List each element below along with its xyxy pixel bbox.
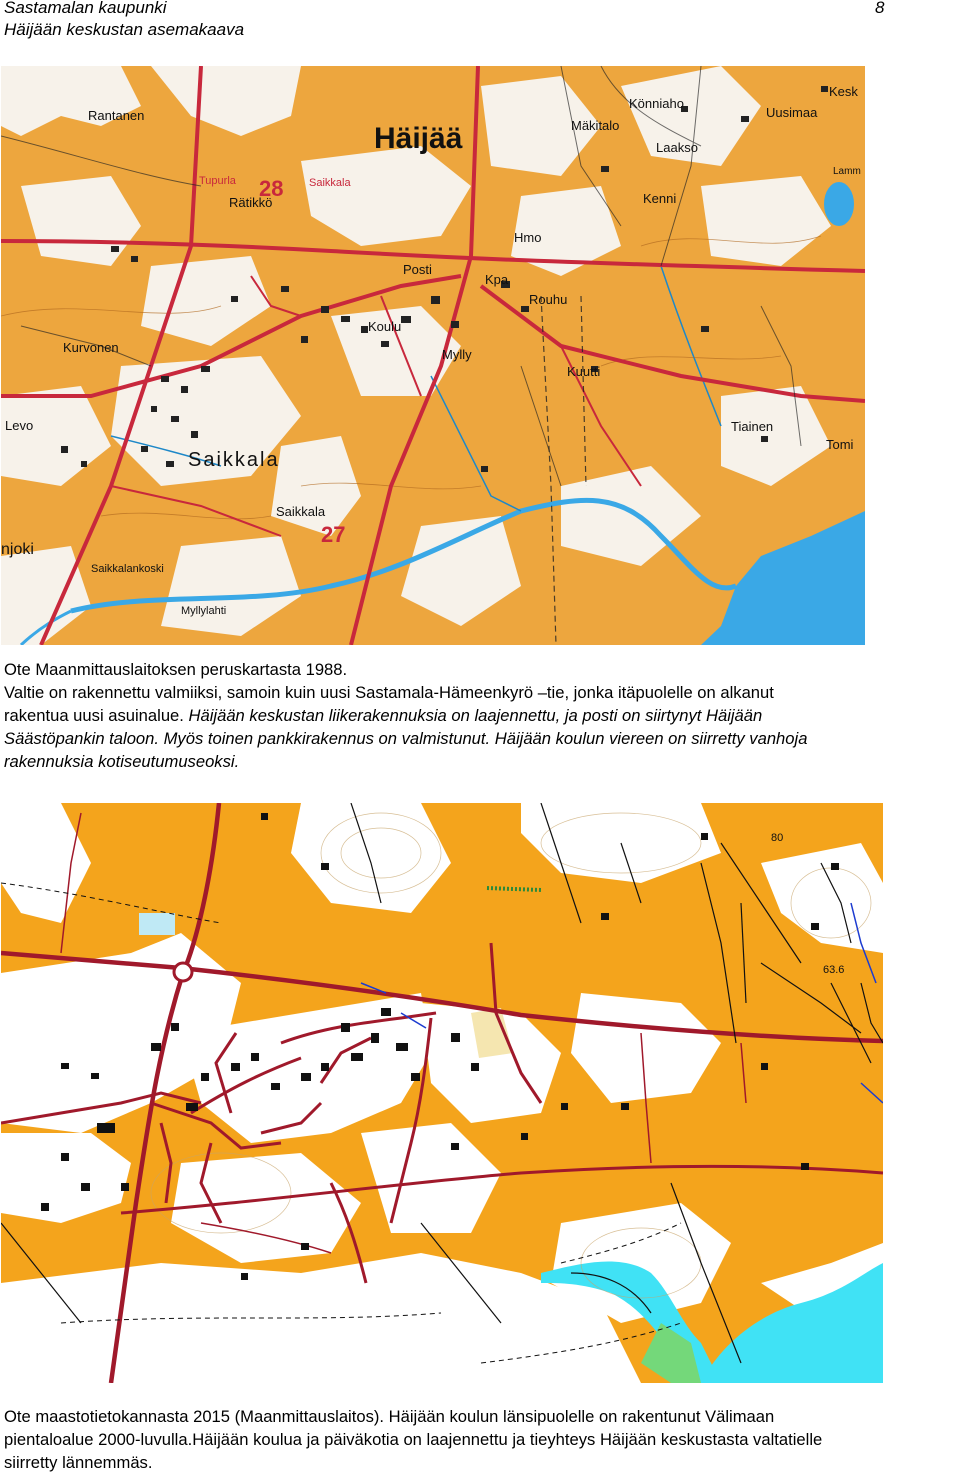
- label-saikkala-village: Saikkala: [188, 449, 280, 471]
- caption2-line2: pientaloalue 2000-luvulla.Häijään koulua ja päiväkotia on laajennettu ja tieyhteys Häijään keskustasta valtatielle: [4, 1430, 823, 1449]
- label-konniaho: Könniaho: [629, 96, 684, 111]
- label-kurvonen: Kurvonen: [63, 340, 119, 355]
- label-rouhu: Rouhu: [529, 292, 568, 307]
- caption1-line3a: rakentua uusi asuinalue.: [4, 706, 189, 725]
- label-saikkala-south: Saikkala: [276, 504, 326, 519]
- label-kuutti: Kuutti: [567, 364, 601, 379]
- label-kpa: Kpa: [485, 272, 509, 287]
- caption-topomap: [4, 1405, 954, 1474]
- map2-elevation-80: 80: [771, 832, 784, 844]
- label-njoki: njoki: [1, 541, 34, 558]
- caption2-line1: Ote maastotietokannasta 2015 (Maanmittauslaitos). Häijään koulun länsipuolelle on rakentunut Välimaan: [4, 1407, 775, 1426]
- label-posti: Posti: [403, 262, 432, 277]
- label-haijaa: Häijää: [374, 122, 463, 155]
- label-makitalo: Mäkitalo: [571, 118, 620, 133]
- label-ratikko: Rätikkö: [229, 195, 273, 210]
- label-hmo: Hmo: [514, 230, 542, 245]
- label-tiainen: Tiainen: [731, 419, 774, 434]
- caption1-line3: [4, 704, 954, 727]
- caption1-line2: Valtie on rakennettu valmiiksi, samoin kuin uusi Sastamala-Hämeenkyrö –tie, jonka itäpuolelle on alkanut: [4, 683, 774, 702]
- map2-elevation-63-6: 63.6: [823, 964, 845, 976]
- caption1-line4: Säästöpankin taloon. Myös toinen pankkirakennus on valmistunut. Häijään koulun viereen on siirretty vanhoja: [4, 729, 808, 748]
- label-28: 28: [259, 176, 284, 201]
- caption-basemap: [4, 658, 954, 773]
- label-tomi: Tomi: [826, 437, 854, 452]
- label-saikkala-north: Saikkala: [309, 177, 351, 189]
- caption1-line1: Ote Maanmittauslaitoksen peruskartasta 1988.: [4, 660, 348, 679]
- label-laakso: Laakso: [656, 140, 698, 155]
- label-saikkalankoski: Saikkalankoski: [91, 563, 164, 575]
- caption2-line3: siirretty lännemmäs.: [4, 1453, 153, 1472]
- label-rantanen: Rantanen: [88, 108, 145, 123]
- caption1-line3b: Häijään keskustan liikerakennuksia on laajennettu, ja posti on siirtynyt Häijään: [188, 706, 763, 725]
- label-27: 27: [321, 522, 346, 547]
- label-levo: Levo: [5, 418, 34, 433]
- label-lamm: Lamm: [833, 166, 861, 177]
- label-kenni: Kenni: [643, 191, 677, 206]
- page-number: 8: [875, 0, 885, 17]
- label-kesk: Kesk: [829, 84, 858, 99]
- topomap-2015: [1, 803, 883, 1383]
- caption1-line5: rakennuksia kotiseutumuseoksi.: [4, 752, 240, 771]
- document-title: Sastamalan kaupunki: [4, 0, 167, 17]
- label-myllylahti: Myllylahti: [181, 605, 227, 617]
- basemap-1988: [1, 66, 865, 645]
- label-koulu: Koulu: [368, 319, 402, 334]
- document-subtitle: Häijään keskustan asemakaava: [4, 20, 245, 39]
- label-mylly: Mylly: [442, 347, 472, 362]
- label-tupurla: Tupurla: [199, 175, 236, 187]
- label-uusimaa: Uusimaa: [766, 105, 818, 120]
